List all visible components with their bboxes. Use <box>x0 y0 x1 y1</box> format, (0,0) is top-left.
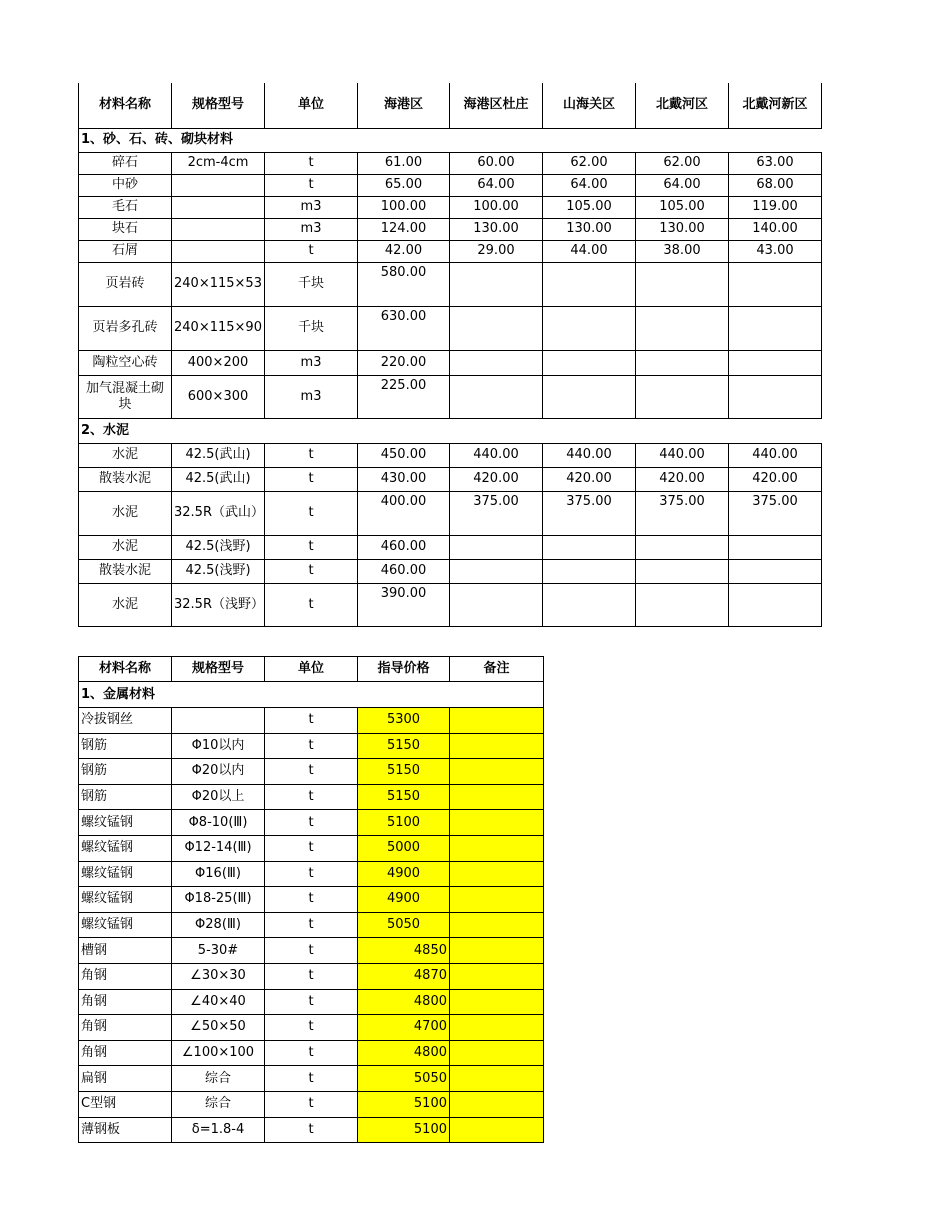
region-price <box>636 375 729 418</box>
table-row <box>79 733 544 759</box>
material-unit: t <box>265 1117 358 1143</box>
material-spec: 400×200 <box>172 350 265 375</box>
regional-price-table <box>78 83 822 627</box>
region-price <box>729 583 822 626</box>
table-row <box>79 218 822 240</box>
material-name: 加气混凝土砌块 <box>79 375 172 418</box>
material-unit: 千块 <box>265 306 358 350</box>
material-unit: t <box>265 759 358 785</box>
guide-price: 5150 <box>358 784 450 810</box>
region-price <box>636 535 729 559</box>
price-note <box>450 1117 544 1143</box>
table-row <box>79 240 822 262</box>
guide-price: 5150 <box>358 733 450 759</box>
table-row <box>79 1117 544 1143</box>
material-name: 扁钢 <box>79 1066 172 1092</box>
region-price: 105.00 <box>543 196 636 218</box>
material-spec: 42.5(武山) <box>172 467 265 491</box>
material-name: 螺纹锰钢 <box>79 810 172 836</box>
material-spec: 600×300 <box>172 375 265 418</box>
material-name: 毛石 <box>79 196 172 218</box>
region-price <box>450 306 543 350</box>
table1-section-row <box>79 418 822 443</box>
region-price <box>450 350 543 375</box>
region-price <box>450 535 543 559</box>
material-name: 水泥 <box>79 491 172 535</box>
price-note <box>450 759 544 785</box>
region-price: 460.00 <box>358 535 450 559</box>
material-spec: 32.5R（浅野） <box>172 583 265 626</box>
table-row <box>79 262 822 306</box>
region-price: 64.00 <box>636 174 729 196</box>
material-name: 角钢 <box>79 1040 172 1066</box>
guide-price: 4900 <box>358 887 450 913</box>
region-price: 124.00 <box>358 218 450 240</box>
table2-header-cell: 单位 <box>265 657 358 682</box>
material-name: 碎石 <box>79 152 172 174</box>
table-row <box>79 375 822 418</box>
region-price <box>543 306 636 350</box>
region-price <box>729 350 822 375</box>
guide-price: 4800 <box>358 989 450 1015</box>
table2-section-row <box>79 682 544 708</box>
material-spec: Φ12-14(Ⅲ) <box>172 835 265 861</box>
region-price <box>636 306 729 350</box>
material-spec: Φ20以上 <box>172 784 265 810</box>
table-row <box>79 583 822 626</box>
material-name: 陶粒空心砖 <box>79 350 172 375</box>
region-price: 375.00 <box>543 491 636 535</box>
table2-header-cell: 材料名称 <box>79 657 172 682</box>
material-unit: t <box>265 1091 358 1117</box>
price-note <box>450 733 544 759</box>
region-price <box>543 535 636 559</box>
region-price: 420.00 <box>543 467 636 491</box>
guide-price: 4870 <box>358 963 450 989</box>
region-price: 390.00 <box>358 583 450 626</box>
material-spec <box>172 174 265 196</box>
region-price: 63.00 <box>729 152 822 174</box>
table-row <box>79 963 544 989</box>
table2-header-cell: 规格型号 <box>172 657 265 682</box>
table2-header-cell: 备注 <box>450 657 544 682</box>
material-unit: t <box>265 535 358 559</box>
table-row <box>79 887 544 913</box>
material-unit: t <box>265 835 358 861</box>
table1-header-row <box>79 83 822 128</box>
table1-header-cell: 海港区杜庄 <box>450 83 543 128</box>
material-unit: t <box>265 240 358 262</box>
table-row <box>79 784 544 810</box>
region-price: 375.00 <box>450 491 543 535</box>
table-row <box>79 443 822 467</box>
material-name: 块石 <box>79 218 172 240</box>
material-spec: Φ28(Ⅲ) <box>172 912 265 938</box>
region-price <box>636 350 729 375</box>
region-price: 420.00 <box>729 467 822 491</box>
region-price: 61.00 <box>358 152 450 174</box>
material-name: 水泥 <box>79 583 172 626</box>
section-title: 2、水泥 <box>79 418 822 443</box>
price-note <box>450 861 544 887</box>
region-price: 44.00 <box>543 240 636 262</box>
material-spec <box>172 708 265 734</box>
material-name: 水泥 <box>79 443 172 467</box>
material-unit: t <box>265 559 358 583</box>
material-spec: 240×115×90 <box>172 306 265 350</box>
region-price: 65.00 <box>358 174 450 196</box>
region-price: 420.00 <box>636 467 729 491</box>
material-unit: t <box>265 938 358 964</box>
material-spec <box>172 240 265 262</box>
region-price <box>450 375 543 418</box>
table-row <box>79 1015 544 1041</box>
material-unit: 千块 <box>265 262 358 306</box>
material-name: 螺纹锰钢 <box>79 835 172 861</box>
table-row <box>79 196 822 218</box>
material-unit: m3 <box>265 196 358 218</box>
material-unit: t <box>265 443 358 467</box>
material-name: 角钢 <box>79 1015 172 1041</box>
material-name: 角钢 <box>79 963 172 989</box>
table-row <box>79 1040 544 1066</box>
material-name: 钢筋 <box>79 784 172 810</box>
table-row <box>79 535 822 559</box>
table-row <box>79 1091 544 1117</box>
material-spec: ∠50×50 <box>172 1015 265 1041</box>
guide-price: 4800 <box>358 1040 450 1066</box>
region-price <box>543 375 636 418</box>
region-price: 119.00 <box>729 196 822 218</box>
material-unit: t <box>265 810 358 836</box>
material-unit: t <box>265 583 358 626</box>
table2-header-cell: 指导价格 <box>358 657 450 682</box>
region-price: 105.00 <box>636 196 729 218</box>
material-name: 薄钢板 <box>79 1117 172 1143</box>
material-spec <box>172 196 265 218</box>
region-price <box>636 559 729 583</box>
price-note <box>450 810 544 836</box>
region-price <box>450 262 543 306</box>
metal-price-table <box>78 656 544 1143</box>
region-price <box>450 559 543 583</box>
table-row <box>79 1066 544 1092</box>
table-row <box>79 810 544 836</box>
table-row <box>79 861 544 887</box>
guide-price: 5000 <box>358 835 450 861</box>
material-unit: t <box>265 912 358 938</box>
material-name: 钢筋 <box>79 759 172 785</box>
region-price: 64.00 <box>543 174 636 196</box>
price-note <box>450 708 544 734</box>
price-note <box>450 1015 544 1041</box>
material-name: 螺纹锰钢 <box>79 912 172 938</box>
region-price: 130.00 <box>450 218 543 240</box>
material-name: 散装水泥 <box>79 559 172 583</box>
material-spec: 42.5(武山) <box>172 443 265 467</box>
region-price: 38.00 <box>636 240 729 262</box>
guide-price: 5150 <box>358 759 450 785</box>
table2-header-row <box>79 657 544 682</box>
table1-header-cell: 北戴河新区 <box>729 83 822 128</box>
region-price: 225.00 <box>358 375 450 418</box>
region-price: 140.00 <box>729 218 822 240</box>
table1-header-cell: 规格型号 <box>172 83 265 128</box>
material-spec: Φ18-25(Ⅲ) <box>172 887 265 913</box>
table-row <box>79 306 822 350</box>
material-spec: Φ20以内 <box>172 759 265 785</box>
material-spec <box>172 218 265 240</box>
material-name: 中砂 <box>79 174 172 196</box>
region-price: 375.00 <box>729 491 822 535</box>
table-row <box>79 491 822 535</box>
material-name: 散装水泥 <box>79 467 172 491</box>
region-price: 130.00 <box>636 218 729 240</box>
guide-price: 4900 <box>358 861 450 887</box>
guide-price: 5050 <box>358 1066 450 1092</box>
table-row <box>79 938 544 964</box>
material-unit: t <box>265 784 358 810</box>
material-unit: m3 <box>265 350 358 375</box>
region-price: 430.00 <box>358 467 450 491</box>
material-name: 水泥 <box>79 535 172 559</box>
table-row <box>79 559 822 583</box>
table1-section-row <box>79 128 822 152</box>
region-price: 100.00 <box>450 196 543 218</box>
price-note <box>450 989 544 1015</box>
material-spec: 240×115×53 <box>172 262 265 306</box>
region-price: 62.00 <box>636 152 729 174</box>
material-name: 石屑 <box>79 240 172 262</box>
section-title: 1、砂、石、砖、砌块材料 <box>79 128 822 152</box>
material-unit: t <box>265 989 358 1015</box>
region-price: 64.00 <box>450 174 543 196</box>
table-row <box>79 708 544 734</box>
material-spec: Φ10以内 <box>172 733 265 759</box>
table-row <box>79 152 822 174</box>
region-price <box>543 559 636 583</box>
region-price: 630.00 <box>358 306 450 350</box>
material-unit: t <box>265 1040 358 1066</box>
region-price: 130.00 <box>543 218 636 240</box>
price-note <box>450 835 544 861</box>
guide-price: 4850 <box>358 938 450 964</box>
material-name: 钢筋 <box>79 733 172 759</box>
table1-header-cell: 山海关区 <box>543 83 636 128</box>
region-price <box>729 262 822 306</box>
section-title: 1、金属材料 <box>79 682 544 708</box>
region-price: 68.00 <box>729 174 822 196</box>
material-spec: δ=1.8-4 <box>172 1117 265 1143</box>
material-unit: t <box>265 1015 358 1041</box>
material-unit: t <box>265 963 358 989</box>
region-price <box>543 350 636 375</box>
region-price: 420.00 <box>450 467 543 491</box>
region-price <box>450 583 543 626</box>
price-note <box>450 912 544 938</box>
table-row <box>79 912 544 938</box>
table-row <box>79 835 544 861</box>
price-note <box>450 938 544 964</box>
material-unit: m3 <box>265 218 358 240</box>
region-price <box>543 583 636 626</box>
guide-price: 5100 <box>358 1091 450 1117</box>
material-spec: 综合 <box>172 1091 265 1117</box>
table1-header-cell: 材料名称 <box>79 83 172 128</box>
material-unit: m3 <box>265 375 358 418</box>
price-note <box>450 1091 544 1117</box>
price-note <box>450 1066 544 1092</box>
material-spec: 2cm-4cm <box>172 152 265 174</box>
region-price: 100.00 <box>358 196 450 218</box>
region-price <box>729 306 822 350</box>
guide-price: 5300 <box>358 708 450 734</box>
material-spec: Φ8-10(Ⅲ) <box>172 810 265 836</box>
material-spec: 42.5(浅野) <box>172 559 265 583</box>
material-name: 槽钢 <box>79 938 172 964</box>
region-price <box>729 559 822 583</box>
price-note <box>450 784 544 810</box>
guide-price: 5100 <box>358 810 450 836</box>
material-unit: t <box>265 1066 358 1092</box>
region-price: 440.00 <box>636 443 729 467</box>
region-price: 60.00 <box>450 152 543 174</box>
material-spec: ∠40×40 <box>172 989 265 1015</box>
guide-price: 4700 <box>358 1015 450 1041</box>
material-unit: t <box>265 152 358 174</box>
table1-header-cell: 单位 <box>265 83 358 128</box>
region-price: 42.00 <box>358 240 450 262</box>
material-unit: t <box>265 733 358 759</box>
region-price: 375.00 <box>636 491 729 535</box>
material-name: 螺纹锰钢 <box>79 861 172 887</box>
material-unit: t <box>265 861 358 887</box>
region-price <box>729 375 822 418</box>
material-name: 页岩砖 <box>79 262 172 306</box>
table-row <box>79 759 544 785</box>
region-price: 450.00 <box>358 443 450 467</box>
region-price: 460.00 <box>358 559 450 583</box>
table-row <box>79 989 544 1015</box>
material-name: 角钢 <box>79 989 172 1015</box>
material-spec: Φ16(Ⅲ) <box>172 861 265 887</box>
material-name: 冷拔钢丝 <box>79 708 172 734</box>
price-note <box>450 1040 544 1066</box>
material-name: 页岩多孔砖 <box>79 306 172 350</box>
material-spec: 42.5(浅野) <box>172 535 265 559</box>
region-price <box>636 583 729 626</box>
material-unit: t <box>265 467 358 491</box>
region-price: 62.00 <box>543 152 636 174</box>
table1-header-cell: 海港区 <box>358 83 450 128</box>
material-spec: 32.5R（武山） <box>172 491 265 535</box>
region-price: 220.00 <box>358 350 450 375</box>
table1-header-cell: 北戴河区 <box>636 83 729 128</box>
material-unit: t <box>265 887 358 913</box>
price-note <box>450 887 544 913</box>
table-row <box>79 350 822 375</box>
material-name: 螺纹锰钢 <box>79 887 172 913</box>
guide-price: 5100 <box>358 1117 450 1143</box>
table-row <box>79 174 822 196</box>
material-unit: t <box>265 174 358 196</box>
region-price <box>729 535 822 559</box>
region-price: 43.00 <box>729 240 822 262</box>
material-spec: 5-30# <box>172 938 265 964</box>
region-price: 580.00 <box>358 262 450 306</box>
price-note <box>450 963 544 989</box>
material-spec: ∠100×100 <box>172 1040 265 1066</box>
material-name: C型钢 <box>79 1091 172 1117</box>
region-price: 440.00 <box>450 443 543 467</box>
region-price: 440.00 <box>729 443 822 467</box>
material-unit: t <box>265 491 358 535</box>
material-spec: 综合 <box>172 1066 265 1092</box>
material-unit: t <box>265 708 358 734</box>
region-price: 29.00 <box>450 240 543 262</box>
region-price: 440.00 <box>543 443 636 467</box>
material-spec: ∠30×30 <box>172 963 265 989</box>
region-price <box>636 262 729 306</box>
guide-price: 5050 <box>358 912 450 938</box>
region-price: 400.00 <box>358 491 450 535</box>
region-price <box>543 262 636 306</box>
table-row <box>79 467 822 491</box>
